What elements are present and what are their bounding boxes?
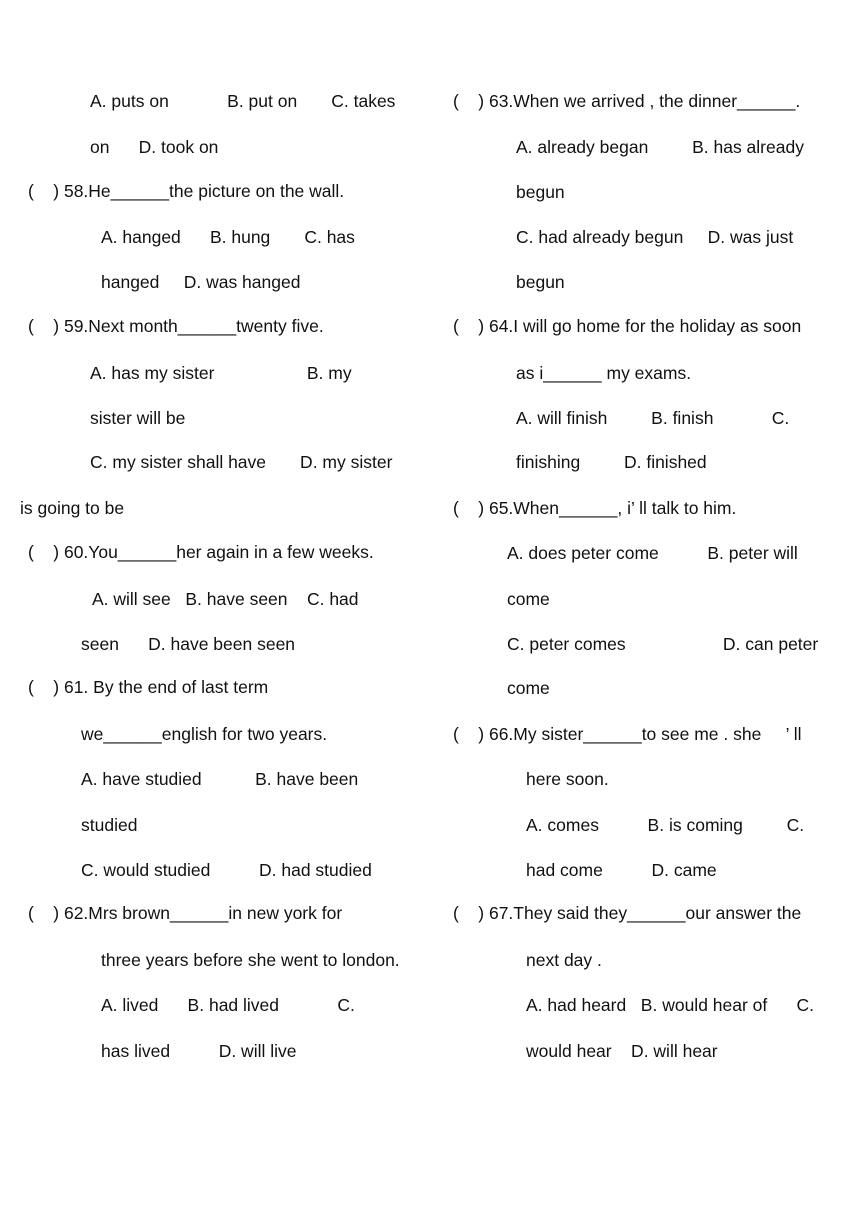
- q58-options-line-1: A. hanged B. hung C. has: [101, 227, 355, 247]
- q57-options-line-1: A. puts on B. put on C. takes: [90, 91, 396, 111]
- q66-options-line-2: had come D. came: [526, 860, 717, 880]
- q64-stem-line-2: as i______ my exams.: [516, 363, 692, 383]
- q61-options-line-2: studied: [81, 815, 138, 835]
- q60-options-line-1: A. will see B. have seen C. had: [92, 589, 359, 609]
- q60-options-line-2: seen D. have been seen: [81, 634, 296, 654]
- q65-stem: ( ) 65.When______, i’ ll talk to him.: [453, 498, 737, 518]
- q58-options-line-2: hanged D. was hanged: [101, 272, 301, 292]
- q62-options-line-2: has lived D. will live: [101, 1041, 297, 1061]
- q65-options-line-4: come: [507, 678, 550, 698]
- q65-options-line-3: C. peter comes D. can peter: [507, 634, 819, 654]
- q64-stem-line-1: ( ) 64.I will go home for the holiday as soon: [453, 316, 802, 336]
- q61-stem-line-2: we______english for two years.: [81, 724, 328, 744]
- q63-options-line-3: C. had already begun D. was just: [516, 227, 794, 247]
- q61-options-line-3: C. would studied D. had studied: [81, 860, 372, 880]
- q62-stem-line-2: three years before she went to london.: [101, 950, 400, 970]
- q64-options-line-2: finishing D. finished: [516, 452, 707, 472]
- q57-options-line-2: on D. took on: [90, 137, 219, 157]
- q65-options-line-2: come: [507, 589, 550, 609]
- q67-stem-line-1: ( ) 67.They said they______our answer the: [453, 903, 802, 923]
- q62-stem-line-1: ( ) 62.Mrs brown______in new york for: [28, 903, 343, 923]
- q65-options-line-1: A. does peter come B. peter will: [507, 543, 798, 563]
- q60-stem: ( ) 60.You______her again in a few weeks.: [28, 542, 374, 562]
- q67-stem-line-2: next day .: [526, 950, 602, 970]
- q59-options-line-4: is going to be: [20, 498, 125, 518]
- q59-options-line-3: C. my sister shall have D. my sister: [90, 452, 393, 472]
- q66-stem-line-2: here soon.: [526, 769, 609, 789]
- q66-stem-line-1: ( ) 66.My sister______to see me . she ’ ll: [453, 724, 802, 744]
- q63-options-line-2: begun: [516, 182, 565, 202]
- q61-stem-line-1: ( ) 61. By the end of last term: [28, 677, 269, 697]
- q62-options-line-1: A. lived B. had lived C.: [101, 995, 355, 1015]
- q63-options-line-4: begun: [516, 272, 565, 292]
- q66-options-line-1: A. comes B. is coming C.: [526, 815, 805, 835]
- q59-stem: ( ) 59.Next month______twenty five.: [28, 316, 324, 336]
- q64-options-line-1: A. will finish B. finish C.: [516, 408, 790, 428]
- q63-stem: ( ) 63.When we arrived , the dinner______.: [453, 91, 801, 111]
- q58-stem: ( ) 58.He______the picture on the wall.: [28, 181, 345, 201]
- q67-options-line-1: A. had heard B. would hear of C.: [526, 995, 814, 1015]
- q59-options-line-1: A. has my sister B. my: [90, 363, 352, 383]
- q63-options-line-1: A. already began B. has already: [516, 137, 804, 157]
- q67-options-line-2: would hear D. will hear: [526, 1041, 718, 1061]
- q59-options-line-2: sister will be: [90, 408, 186, 428]
- q61-options-line-1: A. have studied B. have been: [81, 769, 359, 789]
